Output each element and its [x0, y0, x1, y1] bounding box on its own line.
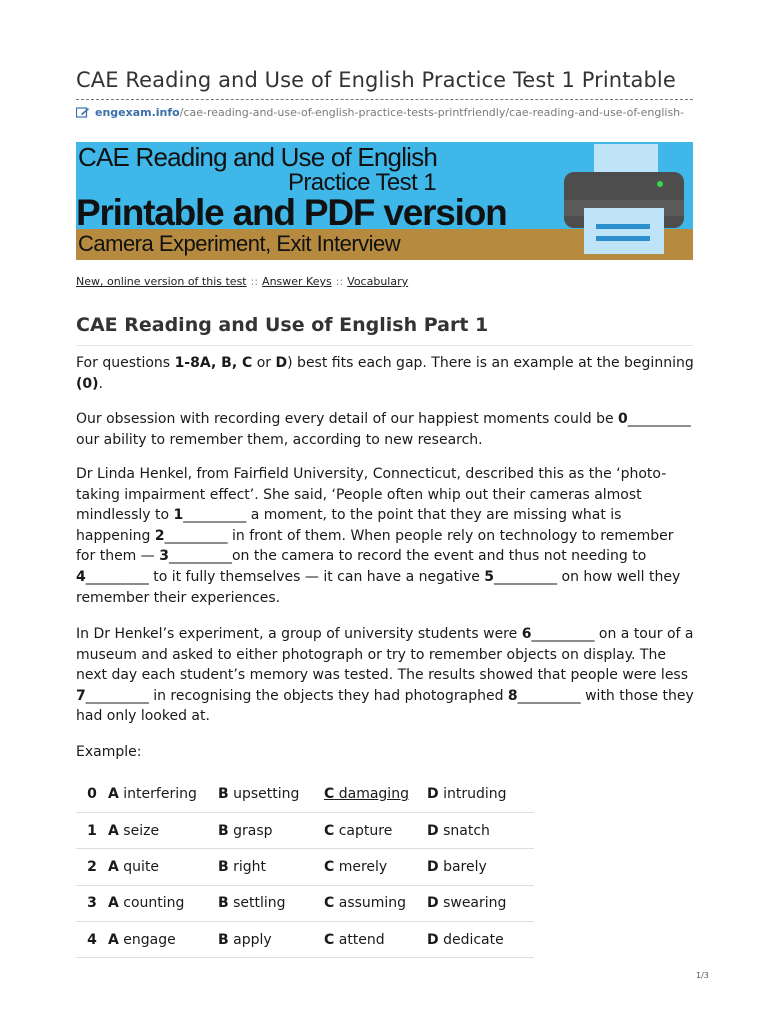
option-d: D snatch [427, 812, 534, 848]
link-separator: :: [250, 275, 259, 288]
printer-icon [560, 142, 690, 260]
answer-keys-link[interactable]: Answer Keys [262, 275, 332, 288]
example-label: Example: [76, 744, 142, 760]
banner-line-2: Practice Test 1 [288, 169, 436, 196]
option-d: D intruding [427, 776, 534, 812]
vocabulary-link[interactable]: Vocabulary [347, 275, 409, 288]
option-c: C assuming [324, 885, 427, 921]
table-row [76, 812, 534, 848]
option-b: B grasp [218, 812, 324, 848]
option-b: B upsetting [218, 776, 324, 812]
title-divider [76, 99, 693, 100]
question-number: 0 [76, 776, 108, 812]
option-a: A quite [108, 849, 218, 885]
table-row [76, 922, 534, 958]
table-row [76, 885, 534, 921]
options-table [76, 776, 534, 958]
instructions-paragraph: For questions 1-8A, B, C or D) best fits each gap. There is an example at the beginning (0). [76, 355, 694, 392]
gap-8: _________ [517, 687, 581, 704]
section-heading: CAE Reading and Use of English Part 1 [76, 314, 489, 336]
table-row [76, 849, 534, 885]
text-paragraph-2: Dr Linda Henkel, from Fairfield University, Connecticut, described this as the ‘photo-taking impairment effect’. She said, ‘People often whip out their cameras almost mindlessly to 1_________ a moment, to the point that they are missing what is happening 2_________ in front of them. When people rely on technology to remember for them — 3_________on the camera to record the event and thus not needing to 4_________ to it fully themselves — it can have a negative 5_________ on how well they remember their experiences. [76, 466, 681, 606]
option-b: B right [218, 849, 324, 885]
gap-7: _________ [85, 687, 149, 704]
banner-line-1: CAE Reading and Use of English [78, 142, 438, 172]
gap-3: _________ [168, 548, 232, 565]
link-separator: :: [335, 275, 344, 288]
option-c: C attend [324, 922, 427, 958]
question-number: 1 [76, 812, 108, 848]
nav-links [76, 275, 408, 288]
pencil-icon [76, 107, 90, 119]
option-a: A counting [108, 885, 218, 921]
option-a: A interfering [108, 776, 218, 812]
source-link[interactable] [95, 106, 684, 119]
banner-line-4: Camera Experiment, Exit Interview [78, 231, 401, 256]
online-version-link[interactable]: New, online version of this test [76, 275, 247, 288]
gap-2: _________ [164, 527, 228, 544]
page-number: 1/3 [696, 971, 709, 980]
option-d: D barely [427, 849, 534, 885]
gap-1: _________ [183, 507, 247, 524]
option-b: B settling [218, 885, 324, 921]
question-number: 2 [76, 849, 108, 885]
gap-6: _________ [531, 626, 595, 642]
option-d: D dedicate [427, 922, 534, 958]
question-number: 3 [76, 885, 108, 921]
gap-5: _________ [494, 568, 558, 585]
page-title: CAE Reading and Use of English Practice Test 1 Printable [76, 68, 676, 92]
option-c: C capture [324, 812, 427, 848]
option-b: B apply [218, 922, 324, 958]
source-path: /cae-reading-and-use-of-english-practice-tests-printfriendly/cae-reading-and-use-of-english- [179, 106, 685, 119]
question-number: 4 [76, 922, 108, 958]
source-line [76, 106, 684, 119]
text-paragraph-1: Our obsession with recording every detail of our happiest moments could be 0_________ our ability to remember them, according to new research. [76, 411, 691, 448]
table-row [76, 776, 534, 812]
option-c-correct: C damaging [324, 776, 427, 812]
gap-0: _________ [627, 411, 691, 427]
banner-image [76, 142, 693, 260]
text-paragraph-3: In Dr Henkel’s experiment, a group of university students were 6_________ on a tour of a museum and asked to either photograph or try to remember objects on display. The next day each student’s memory was tested. The results showed that people were less 7_________ in recognising the objects they had photographed 8_________ with those they had only looked at. [76, 626, 694, 725]
source-domain: engexam.info [95, 106, 180, 119]
option-d: D swearing [427, 885, 534, 921]
option-c: C merely [324, 849, 427, 885]
section-divider [76, 345, 693, 346]
gap-4: _________ [85, 568, 149, 585]
banner-line-3: Printable and PDF version [76, 192, 507, 233]
option-a: A seize [108, 812, 218, 848]
option-a: A engage [108, 922, 218, 958]
